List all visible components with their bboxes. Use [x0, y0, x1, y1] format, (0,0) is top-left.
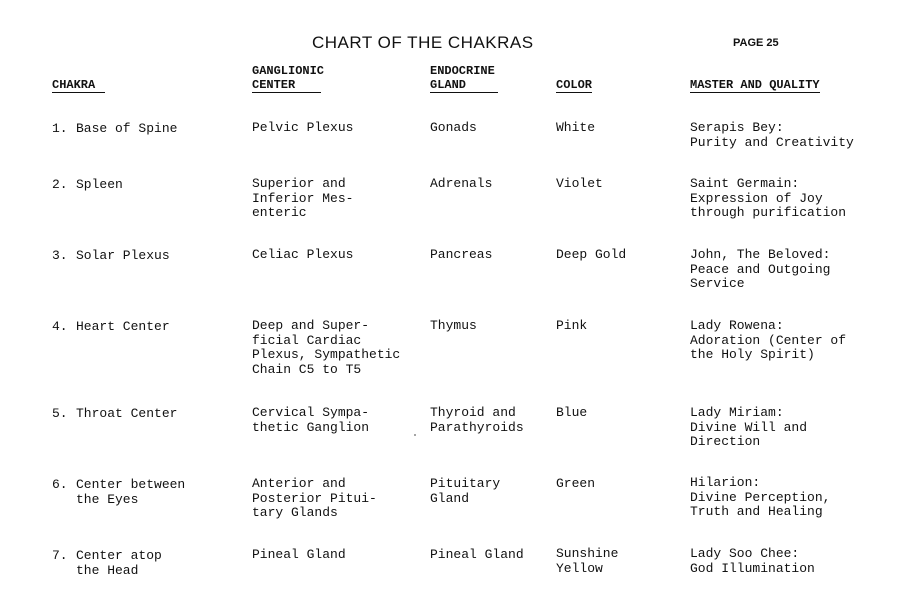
header-endocrine-line-1: ENDOCRINE [430, 64, 495, 78]
row-7-master: Lady Soo Chee: God Illumination [690, 546, 815, 576]
row-1-ganglionic: Pelvic Plexus [252, 120, 354, 135]
row-2-color: Violet [556, 176, 603, 191]
row-6-master: Hilarion: Divine Perception, Truth and Healing [690, 475, 831, 519]
row-5-ganglionic: Cervical Sympa- thetic Ganglion [252, 405, 370, 435]
scan-speck [414, 434, 416, 436]
page-number: PAGE 25 [733, 37, 779, 49]
row-7-ganglionic: Pineal Gland [252, 547, 346, 562]
row-3-master: John, The Beloved: Peace and Outgoing Service [690, 247, 831, 291]
header-chakra-text: CHAKRA [52, 78, 105, 93]
row-6-number: 6. [52, 477, 68, 492]
row-5-color: Blue [556, 405, 588, 420]
row-6-color: Green [556, 476, 596, 491]
row-6-chakra: 6. Center between the Eyes [52, 477, 186, 507]
row-2-ganglionic: Superior and Inferior Mes- enteric [252, 176, 354, 220]
row-4-chakra: 4. Heart Center [52, 319, 170, 334]
row-2-chakra: 2. Spleen [52, 177, 123, 192]
header-color [556, 78, 592, 93]
row-4-number: 4. [52, 319, 68, 334]
row-5-master: Lady Miriam: Divine Will and Direction [690, 405, 808, 449]
row-3-color: Deep Gold [556, 247, 627, 262]
header-ganglionic-center [252, 64, 324, 93]
row-2-gland: Adrenals [430, 176, 493, 191]
row-2-master: Saint Germain: Expression of Joy through purification [690, 176, 847, 220]
row-4-master: Lady Rowena: Adoration (Center of the Holy Spirit) [690, 318, 847, 362]
row-5-chakra: 5. Throat Center [52, 406, 178, 421]
header-endocrine-line-2: GLAND [430, 78, 498, 93]
row-5-number: 5. [52, 406, 68, 421]
header-master-text: MASTER AND QUALITY [690, 78, 820, 92]
header-color-text: COLOR [556, 78, 593, 92]
page-title: CHART OF THE CHAKRAS [312, 33, 534, 52]
row-2-number: 2. [52, 177, 68, 192]
row-1-master: Serapis Bey: Purity and Creativity [690, 120, 854, 150]
row-6-gland: Pituitary Gland [430, 476, 501, 506]
row-1-number: 1. [52, 121, 68, 136]
header-master-and-quality [690, 78, 820, 93]
row-6-ganglionic: Anterior and Posterior Pitui- tary Glands [252, 476, 377, 520]
row-7-chakra: 7. Center atop the Head [52, 548, 162, 578]
row-7-gland: Pineal Gland [430, 547, 524, 562]
header-ganglionic-line-1: GANGLIONIC [252, 64, 325, 78]
row-1-chakra: 1. Base of Spine [52, 121, 178, 136]
row-7-number: 7. [52, 548, 68, 563]
row-3-number: 3. [52, 248, 68, 263]
header-endocrine-gland [430, 64, 498, 93]
row-3-chakra: 3. Solar Plexus [52, 248, 170, 263]
row-1-gland: Gonads [430, 120, 477, 135]
row-1-color: White [556, 120, 596, 135]
header-chakra [52, 78, 105, 93]
row-3-gland: Pancreas [430, 247, 493, 262]
row-4-gland: Thymus [430, 318, 477, 333]
row-5-gland: Thyroid and Parathyroids [430, 405, 524, 435]
row-3-ganglionic: Celiac Plexus [252, 247, 354, 262]
row-4-ganglionic: Deep and Super- ficial Cardiac Plexus, Sympathetic Chain C5 to T5 [252, 318, 401, 377]
row-7-color: Sunshine Yellow [556, 546, 619, 576]
header-ganglionic-line-2: CENTER [252, 78, 321, 93]
row-4-color: Pink [556, 318, 588, 333]
